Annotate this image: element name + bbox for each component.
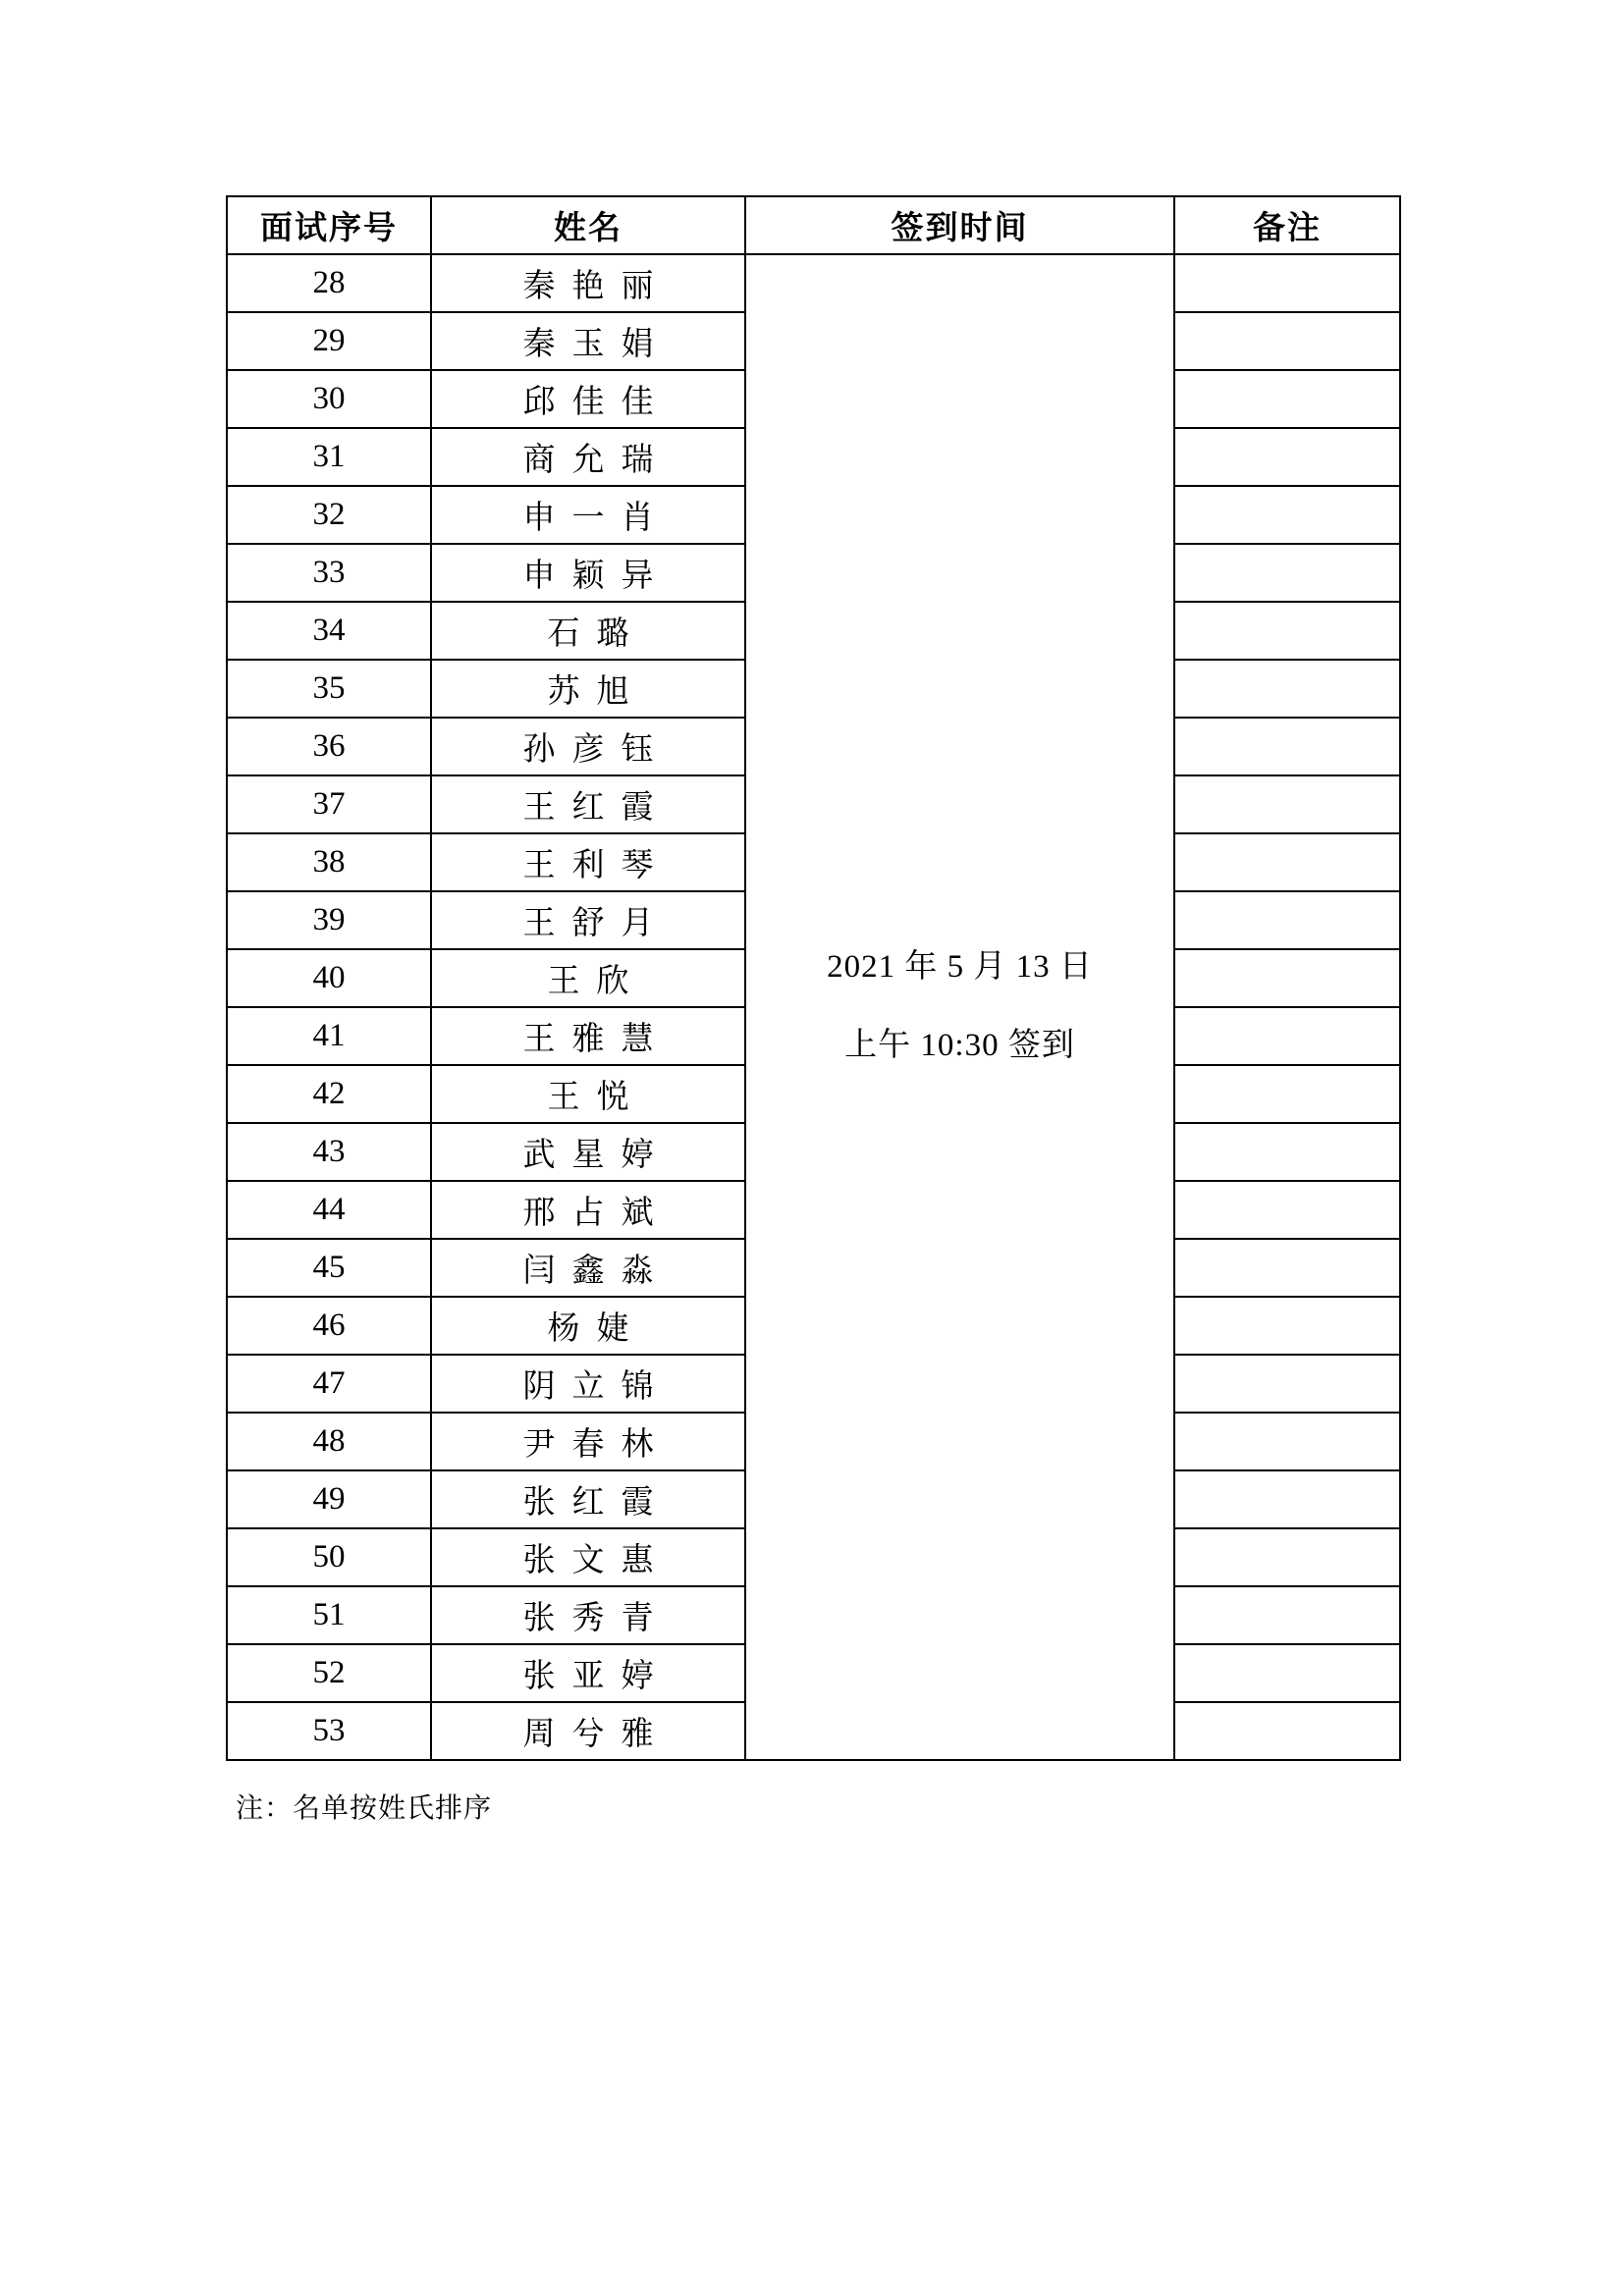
- candidate-name: 申颖异: [522, 559, 671, 594]
- candidate-name-cell: [431, 1065, 745, 1123]
- candidate-name-cell: [431, 1181, 745, 1239]
- interview-number-cell: 50: [227, 1528, 431, 1586]
- candidate-name-cell: [431, 544, 745, 602]
- candidate-name-cell: [431, 1239, 745, 1297]
- candidate-name: 秦艳丽: [522, 269, 671, 304]
- remark-cell: [1174, 1123, 1400, 1181]
- candidate-name-cell: [431, 370, 745, 428]
- interview-number-cell: 28: [227, 254, 431, 312]
- candidate-name-cell: [431, 602, 745, 660]
- candidate-name: 阴立锦: [522, 1369, 671, 1405]
- signin-table: [226, 195, 1401, 1761]
- candidate-name-cell: [431, 1297, 745, 1355]
- interview-number-cell: 51: [227, 1586, 431, 1644]
- remark-cell: [1174, 775, 1400, 833]
- candidate-name: 张文惠: [522, 1543, 671, 1578]
- remark-cell: [1174, 1007, 1400, 1065]
- signin-date: 2021 年 5 月 13 日: [827, 949, 1093, 986]
- remark-cell: [1174, 660, 1400, 718]
- remark-cell: [1174, 312, 1400, 370]
- interview-number-cell: 39: [227, 891, 431, 949]
- header-remark: 备注: [1174, 196, 1400, 254]
- remark-cell: [1174, 1413, 1400, 1470]
- candidate-name: 秦玉娟: [522, 327, 671, 362]
- candidate-name: 王欣: [547, 964, 646, 999]
- candidate-name: 王舒月: [522, 906, 671, 941]
- interview-number-cell: 53: [227, 1702, 431, 1760]
- candidate-name: 张红霞: [522, 1485, 671, 1521]
- remark-cell: [1174, 370, 1400, 428]
- candidate-name-cell: [431, 486, 745, 544]
- interview-number-cell: 47: [227, 1355, 431, 1413]
- interview-number-cell: 42: [227, 1065, 431, 1123]
- candidate-name: 武星婷: [522, 1138, 671, 1173]
- interview-number-cell: 33: [227, 544, 431, 602]
- candidate-name: 闫鑫淼: [522, 1254, 671, 1289]
- candidate-name-cell: [431, 1007, 745, 1065]
- candidate-name-cell: [431, 1355, 745, 1413]
- header-row: [227, 196, 1400, 254]
- interview-number-cell: 31: [227, 428, 431, 486]
- remark-cell: [1174, 254, 1400, 312]
- candidate-name-cell: [431, 1123, 745, 1181]
- interview-number-cell: 29: [227, 312, 431, 370]
- interview-number-cell: 34: [227, 602, 431, 660]
- interview-number-cell: 52: [227, 1644, 431, 1702]
- candidate-name-cell: [431, 1470, 745, 1528]
- remark-cell: [1174, 891, 1400, 949]
- signin-time-cell: [745, 254, 1174, 1760]
- remark-cell: [1174, 1181, 1400, 1239]
- remark-cell: [1174, 602, 1400, 660]
- candidate-name: 王悦: [547, 1080, 646, 1115]
- remark-cell: [1174, 486, 1400, 544]
- candidate-name-cell: [431, 1528, 745, 1586]
- interview-number-cell: 48: [227, 1413, 431, 1470]
- candidate-name-cell: [431, 949, 745, 1007]
- remark-cell: [1174, 1470, 1400, 1528]
- candidate-name: 周兮雅: [522, 1717, 671, 1752]
- footnote: 注：名单按姓氏排序: [236, 1793, 493, 1824]
- remark-cell: [1174, 1586, 1400, 1644]
- interview-number-cell: 35: [227, 660, 431, 718]
- remark-cell: [1174, 1239, 1400, 1297]
- candidate-name-cell: [431, 254, 745, 312]
- candidate-name: 申一肖: [522, 501, 671, 536]
- table-body: [227, 254, 1400, 1760]
- interview-number-cell: 41: [227, 1007, 431, 1065]
- candidate-name-cell: [431, 1702, 745, 1760]
- candidate-name: 王雅慧: [522, 1022, 671, 1057]
- candidate-name: 杨婕: [547, 1311, 646, 1347]
- remark-cell: [1174, 833, 1400, 891]
- interview-number-cell: 49: [227, 1470, 431, 1528]
- interview-number-cell: 43: [227, 1123, 431, 1181]
- remark-cell: [1174, 949, 1400, 1007]
- candidate-name: 苏旭: [547, 674, 646, 710]
- candidate-name-cell: [431, 1586, 745, 1644]
- interview-number-cell: 32: [227, 486, 431, 544]
- interview-number-cell: 37: [227, 775, 431, 833]
- candidate-name-cell: [431, 1413, 745, 1470]
- remark-cell: [1174, 1644, 1400, 1702]
- candidate-name: 张秀青: [522, 1601, 671, 1636]
- header-name: 姓名: [431, 196, 745, 254]
- header-signin-time: 签到时间: [745, 196, 1174, 254]
- candidate-name: 尹春林: [522, 1427, 671, 1463]
- candidate-name-cell: [431, 428, 745, 486]
- header-interview-number: 面试序号: [227, 196, 431, 254]
- candidate-name-cell: [431, 775, 745, 833]
- candidate-name: 王红霞: [522, 790, 671, 826]
- candidate-name-cell: [431, 1644, 745, 1702]
- interview-number-cell: 38: [227, 833, 431, 891]
- remark-cell: [1174, 1065, 1400, 1123]
- candidate-name-cell: [431, 833, 745, 891]
- interview-number-cell: 36: [227, 718, 431, 775]
- candidate-name: 邢占斌: [522, 1196, 671, 1231]
- candidate-name: 王利琴: [522, 848, 671, 883]
- interview-number-cell: 46: [227, 1297, 431, 1355]
- table-row: [227, 254, 1400, 312]
- candidate-name: 邱佳佳: [522, 385, 671, 420]
- remark-cell: [1174, 1702, 1400, 1760]
- remark-cell: [1174, 1528, 1400, 1586]
- candidate-name-cell: [431, 891, 745, 949]
- remark-cell: [1174, 1355, 1400, 1413]
- candidate-name-cell: [431, 660, 745, 718]
- interview-number-cell: 30: [227, 370, 431, 428]
- candidate-name: 张亚婷: [522, 1659, 671, 1694]
- remark-cell: [1174, 1297, 1400, 1355]
- remark-cell: [1174, 718, 1400, 775]
- remark-cell: [1174, 428, 1400, 486]
- candidate-name-cell: [431, 312, 745, 370]
- signin-hour: 上午 10:30 签到: [844, 1028, 1075, 1063]
- interview-number-cell: 45: [227, 1239, 431, 1297]
- candidate-name-cell: [431, 718, 745, 775]
- remark-cell: [1174, 544, 1400, 602]
- candidate-name: 孙彦钰: [522, 732, 671, 768]
- candidate-name: 商允瑞: [522, 443, 671, 478]
- interview-number-cell: 44: [227, 1181, 431, 1239]
- interview-number-cell: 40: [227, 949, 431, 1007]
- candidate-name: 石璐: [547, 616, 646, 652]
